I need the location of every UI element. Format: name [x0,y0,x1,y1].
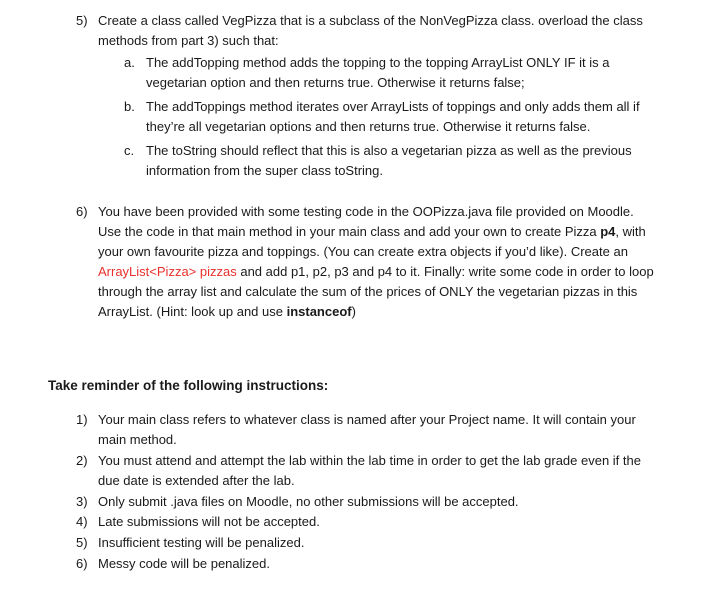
q6-line-6-text: ArrayList. (Hint: look up and use [98,304,287,319]
q5a-marker: a. [124,55,135,70]
reminder-item-1-number: 1) [76,412,88,427]
reminder-item-6-line-1: Messy code will be penalized. [98,556,270,571]
reminder-item-2-number: 2) [76,453,88,468]
reminder-item-5-number: 5) [76,535,88,550]
q6-pizza-p4: p4 [600,224,616,239]
q5a-line-2: vegetarian option and then returns true. Otherwise it returns false; [146,75,525,90]
reminder-item-4-line-1: Late submissions will not be accepted. [98,514,320,529]
q6-line-2 [98,223,646,241]
q6-line-1: You have been provided with some testing code in the OOPizza.java file provided on Moodle. [98,204,634,219]
q5-text-line-2: methods from part 3) such that: [98,33,279,48]
reminder-item-1-line-2: main method. [98,432,177,447]
reminder-item-3-number: 3) [76,494,88,509]
q6-line-5: through the array list and calculate the sum of the prices of ONLY the vegetarian pizzas in this [98,284,638,299]
q5c-line-1: The toString should reflect that this is also a vegetarian pizza as well as the previous [146,143,632,158]
reminder-heading: Take reminder of the following instructions: [48,378,329,393]
q5b-line-1: The addToppings method iterates over ArrayLists of toppings and only adds them all if [146,99,640,114]
q6-line-6 [98,303,356,321]
reminder-item-3-line-1: Only submit .java files on Moodle, no other submissions will be accepted. [98,494,519,509]
q6-line-2-text: Use the code in that main method in your main class and add your own to create Pizza [98,224,601,239]
q6-line-4-text: and add p1, p2, p3 and p4 to it. Finally: write some code in order to loop [236,264,654,279]
q5c-line-2: information from the super class toString. [146,163,383,178]
reminder-item-2-line-2: due date is extended after the lab. [98,473,295,488]
q5-text-line-1: Create a class called VegPizza that is a subclass of the NonVegPizza class. overload the class [98,13,643,28]
q5a-line-1: The addTopping method adds the topping to the topping ArrayList ONLY IF it is a [146,55,610,70]
q6-line-6-tail: ) [351,304,356,319]
q6-arraylist-code: ArrayList<Pizza> pizzas [98,264,237,279]
q5c-marker: c. [124,143,135,158]
reminder-item-5-line-1: Insufficient testing will be penalized. [98,535,305,550]
reminder-item-4-number: 4) [76,514,88,529]
q6-line-3: your own favourite pizza and toppings. (You can create extra objects if you’d like). Create an [98,244,628,259]
reminder-item-2-line-1: You must attend and attempt the lab within the lab time in order to get the lab grade even if the [98,453,641,468]
q6-number: 6) [76,204,88,219]
q5b-marker: b. [124,99,135,114]
q6-line-4 [98,263,654,281]
q6-line-2-tail: , with [615,224,646,239]
q6-instanceof-keyword: instanceof [286,304,352,319]
q5b-line-2: they’re all vegetarian options and then returns true. Otherwise it returns false. [146,119,591,134]
q5-number: 5) [76,13,88,28]
reminder-item-6-number: 6) [76,556,88,571]
reminder-item-1-line-1: Your main class refers to whatever class is named after your Project name. It will contain your [98,412,636,427]
